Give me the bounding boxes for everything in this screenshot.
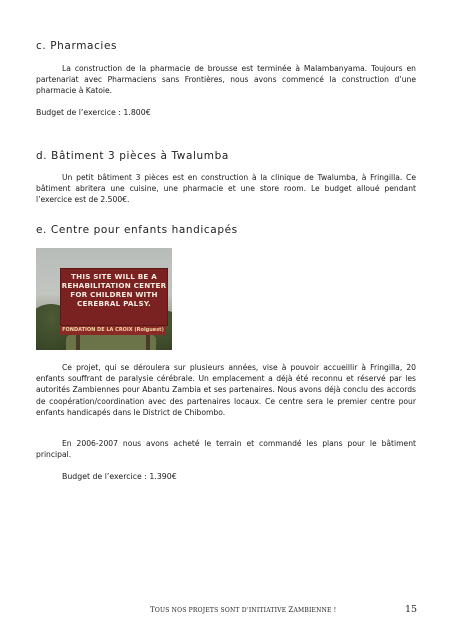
- page-number: 15: [405, 604, 418, 615]
- sign-line-2: REHABILITATION CENTER: [61, 281, 167, 290]
- sign-line-4: CEREBRAL PALSY.: [77, 299, 151, 308]
- page-footer: [150, 606, 336, 614]
- budget-pharmacies: Budget de l’exercice : 1.800€: [36, 108, 151, 117]
- footer-text: OUS NOS PROJETS SONT D’INITIATIVE: [154, 607, 289, 614]
- budget-centre: Budget de l’exercice : 1.390€: [62, 472, 177, 481]
- footer-text-end: AMBIENNE !: [293, 607, 337, 614]
- paragraph-centre-1: [36, 362, 416, 418]
- paragraph-centre-2: [36, 438, 416, 460]
- section-heading-centre: e. Centre pour enfants handicapés: [36, 224, 238, 236]
- section-heading-pharmacies: c. Pharmacies: [36, 40, 118, 52]
- paragraph-centre-2-text: En 2006-2007 nous avons acheté le terrain et commandé les plans pour le bâtiment principal.: [36, 439, 416, 460]
- site-sign: [60, 268, 168, 326]
- site-photo: [36, 248, 172, 350]
- paragraph-batiment-text: Un petit bâtiment 3 pièces est en construction à la clinique de Twalumba, à Fringilla. Ce bâtiment abritera une cuisine, une pharmacie et une store room. Le budget alloué pendant l’exercice est de 2.500€.: [36, 173, 416, 205]
- footer-z: Z: [288, 606, 294, 614]
- footer-initial: T: [150, 606, 155, 614]
- sign-line-1: THIS SITE WILL BE A: [71, 272, 157, 281]
- paragraph-batiment: [36, 172, 416, 206]
- paragraph-pharmacies-text: La construction de la pharmacie de brousse est terminée à Malambanyama. Toujours en partenariat avec Pharmaciens sans Frontières, nous avons commencé la construction d’une pharmacie à Katoie.: [36, 64, 416, 96]
- section-heading-batiment: d. Bâtiment 3 pièces à Twalumba: [36, 150, 229, 162]
- paragraph-centre-1-text: Ce projet, qui se déroulera sur plusieurs années, vise à pouvoir accueillir à Fringilla, 20 enfants souffrant de paralysie cérébrale. Un emplacement a déjà été reconnu et réservé par les autorités Zambiennes pour Abantu Zambia et ses partenaires. Nous avons déjà conclu des accords de coopération/coordination avec des partenaires locaux. Ce centre sera le premier centre pour enfants handicapés dans le District de Chibombo.: [36, 363, 416, 417]
- sign-footer: FONDATION DE LA CROIX (Rolguest): [60, 326, 166, 335]
- paragraph-pharmacies: [36, 63, 416, 97]
- sign-line-3: FOR CHILDREN WITH: [70, 290, 158, 299]
